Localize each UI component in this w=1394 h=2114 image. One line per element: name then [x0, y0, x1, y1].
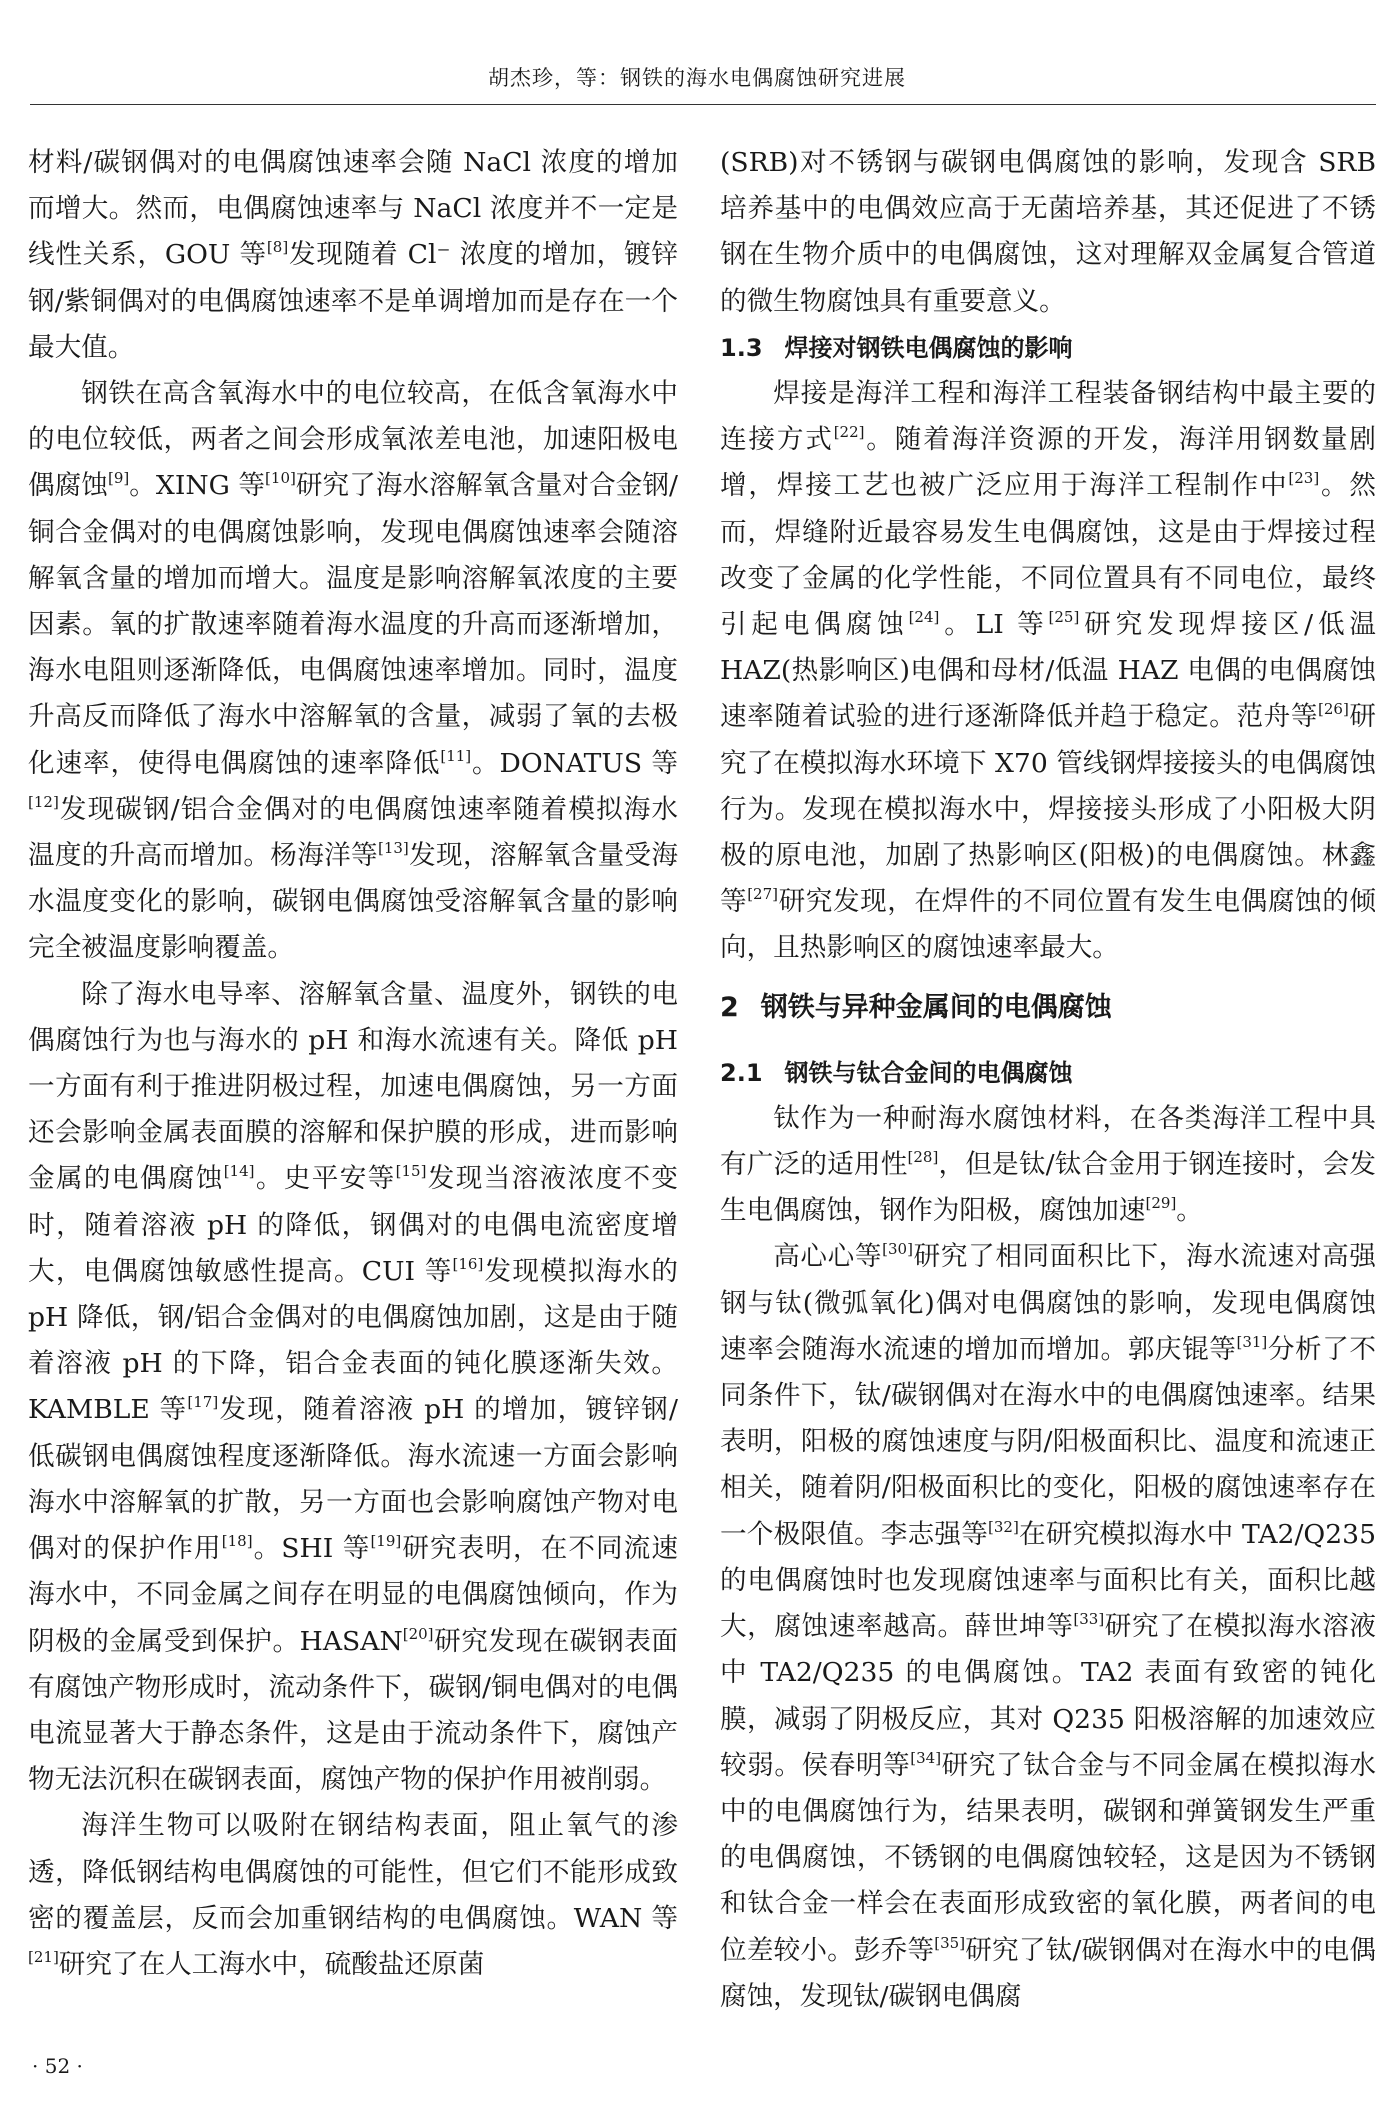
citation-ref: [23]	[1288, 469, 1320, 488]
section-title: 焊接对钢铁电偶腐蚀的影响	[784, 333, 1073, 362]
left-paragraph-2	[28, 371, 678, 972]
text-run: 分析了不同条件下，钛/碳钢偶对在海水中的电偶腐蚀速率。结果表明，阳极的腐蚀速度与阴/阳极面积比、温度和流速正相关，随着阴/阳极面积比的变化，阳极的腐蚀速率存在一个极限值。李志强等	[720, 1333, 1377, 1550]
section-heading-2	[720, 984, 1376, 1032]
citation-ref: [15]	[395, 1162, 427, 1181]
right-paragraph-1	[720, 140, 1376, 325]
citation-ref: [32]	[988, 1517, 1019, 1536]
text-run: 。DONATUS 等	[471, 747, 678, 779]
text-run: 。XING 等	[129, 470, 266, 502]
text-run: ，但是钛/钛合金用于钢连接时，会发生电偶腐蚀，钢作为阳极，腐蚀加速	[720, 1149, 1376, 1227]
text-run: 高心心等	[773, 1241, 883, 1273]
text-run: 钛作为一种耐海水腐蚀材料，在各类海洋工程中具有广泛的适用性	[720, 1102, 1376, 1181]
text-run: 。随着海洋资源的开发，海洋用钢数量剧增，焊接工艺也被广泛应用于海洋工程制作中	[720, 424, 1377, 502]
text-run: 发现，随着溶液 pH 的增加，镀锌钢/低碳钢电偶腐蚀程度逐渐降低。海水流速一方面会影响海水中溶解氧的扩散，另一方面也会影响腐蚀产物对电偶对的保护作用	[28, 1394, 678, 1565]
citation-ref: [19]	[370, 1532, 402, 1551]
right-column	[720, 140, 1376, 2020]
citation-ref: [14]	[223, 1162, 255, 1181]
text-run: 研究了相同面积比下，海水流速对高强钢与钛(微弧氧化)偶对电偶腐蚀的影响，发现电偶腐蚀速率会随海水流速的增加而增加。郭庆锟等	[720, 1241, 1377, 1365]
text-run: 研究发现在碳钢表面有腐蚀产物形成时，流动条件下，碳钢/铜电偶对的电偶电流显著大于静态条件，这是由于流动条件下，腐蚀产物无法沉积在碳钢表面，腐蚀产物的保护作用被削弱。	[28, 1625, 679, 1796]
citation-ref: [30]	[882, 1240, 913, 1259]
text-run: 研究了钛/碳钢偶对在海水中的电偶腐蚀，发现钛/碳钢电偶腐	[720, 1934, 1376, 2012]
text-run: 焊接是海洋工程和海洋工程装备钢结构中最主要的连接方式	[720, 378, 1376, 456]
text-run: 。然而，焊缝附近最容易发生电偶腐蚀，这是由于焊接过程改变了金属的化学性能，不同位置具有不同电位，最终引起电偶腐蚀	[720, 470, 1377, 641]
text-run: 除了海水电导率、溶解氧含量、温度外，钢铁的电偶腐蚀行为也与海水的 pH 和海水流速有关。降低 pH 一方面有利于推进阴极过程，加速电偶腐蚀，另一方面还会影响金属表面膜的溶解和保护膜的形成，进而影响金属的电偶腐蚀	[28, 978, 678, 1195]
citation-ref: [10]	[265, 469, 296, 488]
citation-ref: [12]	[28, 792, 59, 811]
section-number: 2.1	[720, 1058, 763, 1087]
section-number: 2	[720, 991, 739, 1023]
text-run: 。LI 等	[939, 609, 1049, 641]
section-heading-1-3	[720, 325, 1376, 371]
header-divider	[30, 104, 1376, 105]
left-paragraph-4	[28, 1803, 678, 1988]
text-run: 钢铁在高含氧海水中的电位较高，在低含氧海水中的电位较低，两者之间会形成氧浓差电池，加速阳极电偶腐蚀	[28, 378, 678, 502]
section-heading-2-1	[720, 1050, 1376, 1096]
citation-ref: [29]	[1145, 1194, 1177, 1213]
citation-ref: [26]	[1318, 700, 1349, 719]
citation-ref: [27]	[747, 885, 778, 904]
section-number: 1.3	[720, 333, 763, 362]
text-run: 。史平安等	[254, 1163, 396, 1195]
text-run: (SRB)对不锈钢与碳钢电偶腐蚀的影响，发现含 SRB 培养基中的电偶效应高于无菌培养基，其还促进了不锈钢在生物介质中的电偶腐蚀，这对理解双金属复合管道的微生物腐蚀具有重要意义。	[720, 147, 1376, 317]
citation-ref: [18]	[221, 1532, 253, 1551]
left-paragraph-1	[28, 140, 678, 371]
citation-ref: [31]	[1236, 1332, 1268, 1351]
citation-ref: [22]	[833, 423, 865, 442]
citation-ref: [16]	[452, 1254, 484, 1273]
left-column	[28, 140, 678, 1988]
text-run: 研究了在模拟海水环境下 X70 管线钢焊接接头的电偶腐蚀行为。发现在模拟海水中，焊接接头形成了小阳极大阴极的原电池，加剧了热影响区(阳极)的电偶腐蚀。林鑫等	[720, 701, 1377, 918]
text-run: 在研究模拟海水中 TA2/Q235 的电偶腐蚀时也发现腐蚀速率与面积比有关，面积比越大，腐蚀速率越高。薛世坤等	[720, 1518, 1376, 1643]
citation-ref: [34]	[910, 1748, 942, 1767]
text-run: 。SHI 等	[252, 1533, 371, 1565]
left-paragraph-3	[28, 972, 678, 1804]
citation-ref: [9]	[107, 469, 130, 488]
citation-ref: [21]	[28, 1947, 59, 1966]
right-paragraph-3	[720, 1096, 1376, 1235]
right-paragraph-4	[720, 1234, 1376, 2019]
text-run: 研究发现，在焊件的不同位置有发生电偶腐蚀的倾向，且热影响区的腐蚀速率最大。	[720, 886, 1377, 964]
page-number: · 52 ·	[32, 2054, 83, 2078]
text-run: 发现随着 Cl⁻ 浓度的增加，镀锌钢/紫铜偶对的电偶腐蚀速率不是单调增加而是存在一个最大值。	[28, 239, 678, 363]
citation-ref: [11]	[440, 746, 472, 765]
citation-ref: [33]	[1073, 1610, 1105, 1629]
text-run: 研究了在人工海水中，硫酸盐还原菌	[58, 1948, 485, 1980]
text-run: 研究了钛合金与不同金属在模拟海水中的电偶腐蚀行为，结果表明，碳钢和弹簧钢发生严重的电偶腐蚀，不锈钢的电偶腐蚀较轻，这是因为不锈钢和钛合金一样会在表面形成致密的氧化膜，两者间的电位差较小。彭乔等	[720, 1749, 1377, 1966]
right-paragraph-2	[720, 371, 1376, 972]
citation-ref: [17]	[187, 1393, 219, 1412]
text-run: 发现模拟海水的 pH 降低，钢/铝合金偶对的电偶腐蚀加剧，这是由于随着溶液 pH 的下降，铝合金表面的钝化膜逐渐失效。KAMBLE 等	[28, 1255, 679, 1426]
citation-ref: [35]	[934, 1933, 966, 1952]
text-run: 发现，溶解氧含量受海水温度变化的影响，碳钢电偶腐蚀受溶解氧含量的影响完全被温度影响覆盖。	[28, 840, 678, 964]
section-title: 钢铁与异种金属间的电偶腐蚀	[760, 991, 1112, 1023]
text-run: 发现碳钢/铝合金偶对的电偶腐蚀速率随着模拟海水温度的升高而增加。杨海洋等	[28, 793, 678, 872]
citation-ref: [25]	[1048, 608, 1080, 627]
text-run: 海洋生物可以吸附在钢结构表面，阻止氧气的渗透，降低钢结构电偶腐蚀的可能性，但它们不能形成致密的覆盖层，反而会加重钢结构的电偶腐蚀。WAN 等	[28, 1810, 678, 1934]
text-run: 材料/碳钢偶对的电偶腐蚀速率会随 NaCl 浓度的增加而增大。然而，电偶腐蚀速率与 NaCl 浓度并不一定是线性关系，GOU 等	[28, 147, 678, 271]
text-run: 研究了在模拟海水溶液中 TA2/Q235 的电偶腐蚀。TA2 表面有致密的钝化膜，减弱了阴极反应，其对 Q235 阳极溶解的加速效应较弱。侯春明等	[720, 1611, 1376, 1781]
citation-ref: [8]	[266, 238, 289, 257]
citation-ref: [24]	[908, 608, 940, 627]
text-run: 研究表明，在不同流速海水中，不同金属之间存在明显的电偶腐蚀倾向，作为阴极的金属受到保护。HASAN	[28, 1533, 679, 1657]
section-title: 钢铁与钛合金间的电偶腐蚀	[784, 1058, 1073, 1087]
citation-ref: [20]	[402, 1624, 434, 1643]
text-run: 研究了海水溶解氧含量对合金钢/铜合金偶对的电偶腐蚀影响，发现电偶腐蚀速率会随溶解氧含量的增加而增大。温度是影响溶解氧浓度的主要因素。氧的扩散速率随着海水温度的升高而逐渐增加，海水电阻则逐渐降低，电偶腐蚀速率增加。同时，温度升高反而降低了海水中溶解氧的含量，减弱了氧的去极化速率，使得电偶腐蚀的速率降低	[28, 470, 678, 779]
text-run: 研究发现焊接区/低温 HAZ(热影响区)电偶和母材/低温 HAZ 电偶的电偶腐蚀速率随着试验的进行逐渐降低并趋于稳定。范舟等	[720, 609, 1376, 733]
citation-ref: [28]	[907, 1148, 939, 1167]
text-run: 发现当溶液浓度不变时，随着溶液 pH 的降低，钢偶对的电偶电流密度增大，电偶腐蚀敏感性提高。CUI 等	[28, 1163, 679, 1287]
text-run: 。	[1176, 1195, 1203, 1227]
running-header: 胡杰珍，等：钢铁的海水电偶腐蚀研究进展	[488, 66, 906, 90]
citation-ref: [13]	[377, 839, 409, 858]
